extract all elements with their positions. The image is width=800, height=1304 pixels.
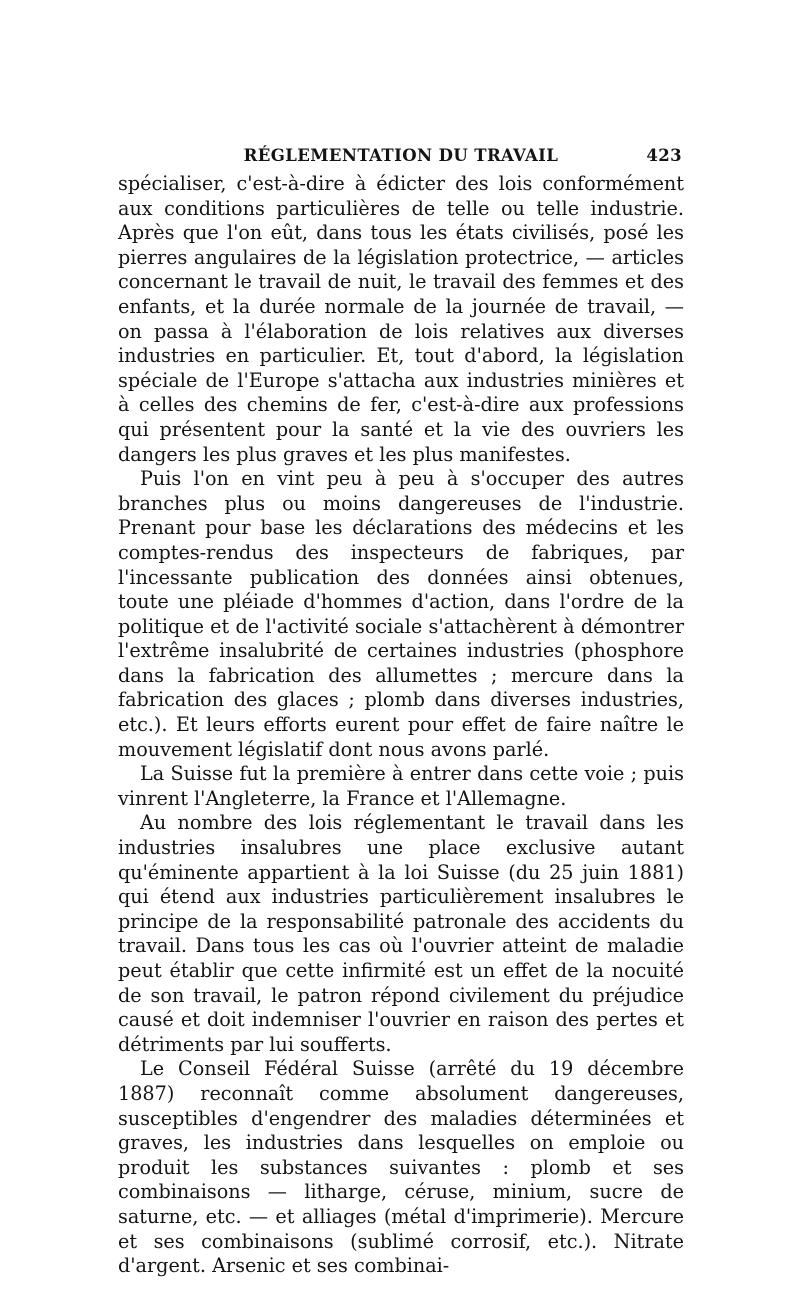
- paragraph-continuation: spécialiser, c'est-à-dire à édicter des lois conformément aux conditions particulières de telle ou telle industrie. Après que l'on eût, dans tous les états civilisés, posé les pierres angulaires de la législation protectrice, — articles concernant le travail de nuit, le travail des femmes et des enfants, et la durée normale de la journée de travail, — on passa à l'élaboration de lois relatives aux diverses industries en particulier. Et, tout d'abord, la législation spéciale de l'Europe s'attacha aux industries minières et à celles des chemins de fer, c'est-à-dire aux professions qui présentent pour la santé et la vie des ouvriers les dangers les plus graves et les plus manifestes.: [118, 172, 684, 466]
- paragraph: Puis l'on en vint peu à peu à s'occuper des autres branches plus ou moins dangereuses de l'industrie. Prenant pour base les déclarations des médecins et les comptes-rendus des inspecteurs de fabriques, par l'incessante publication des données ainsi obtenues, toute une pléiade d'hommes d'action, dans l'ordre de la politique et de l'activité sociale s'attachèrent à démontrer l'extrême insalubrité de certaines industries (phosphore dans la fabrication des allumettes ; mercure dans la fabrication des glaces ; plomb dans diverses industries, etc.). Et leurs efforts eurent pour effet de faire naître le mouvement législatif dont nous avons parlé.: [118, 467, 684, 761]
- running-head: [118, 140, 684, 172]
- paragraph: Le Conseil Fédéral Suisse (arrêté du 19 décembre 1887) reconnaît comme absolument dangereuses, susceptibles d'engendrer des maladies déterminées et graves, les industries dans lesquelles on emploie ou produit les substances suivantes : plomb et ses combinaisons — litharge, céruse, minium, sucre de saturne, etc. — et alliages (métal d'imprimerie). Mercure et ses combinaisons (sublimé corrosif, etc.). Nitrate d'argent. Arsenic et ses combinai-: [118, 1057, 684, 1278]
- body-text: [118, 172, 684, 1279]
- paragraph: La Suisse fut la première à entrer dans cette voie ; puis vinrent l'Angleterre, la France et l'Allemagne.: [118, 762, 684, 810]
- paragraph: Au nombre des lois réglementant le travail dans les industries insalubres une place exclusive autant qu'éminente appartient à la loi Suisse (du 25 juin 1881) qui étend aux industries particulièrement insalubres le principe de la responsabilité patronale des accidents du travail. Dans tous les cas où l'ouvrier atteint de maladie peut établir que cette infirmité est un effet de la nocuité de son travail, le patron répond civilement du préjudice causé et doit indemniser l'ouvrier en raison des pertes et détriments par lui soufferts.: [118, 811, 684, 1056]
- running-title: RÉGLEMENTATION DU TRAVAIL: [243, 146, 559, 165]
- book-page: [118, 140, 684, 1279]
- page-number: 423: [646, 146, 682, 165]
